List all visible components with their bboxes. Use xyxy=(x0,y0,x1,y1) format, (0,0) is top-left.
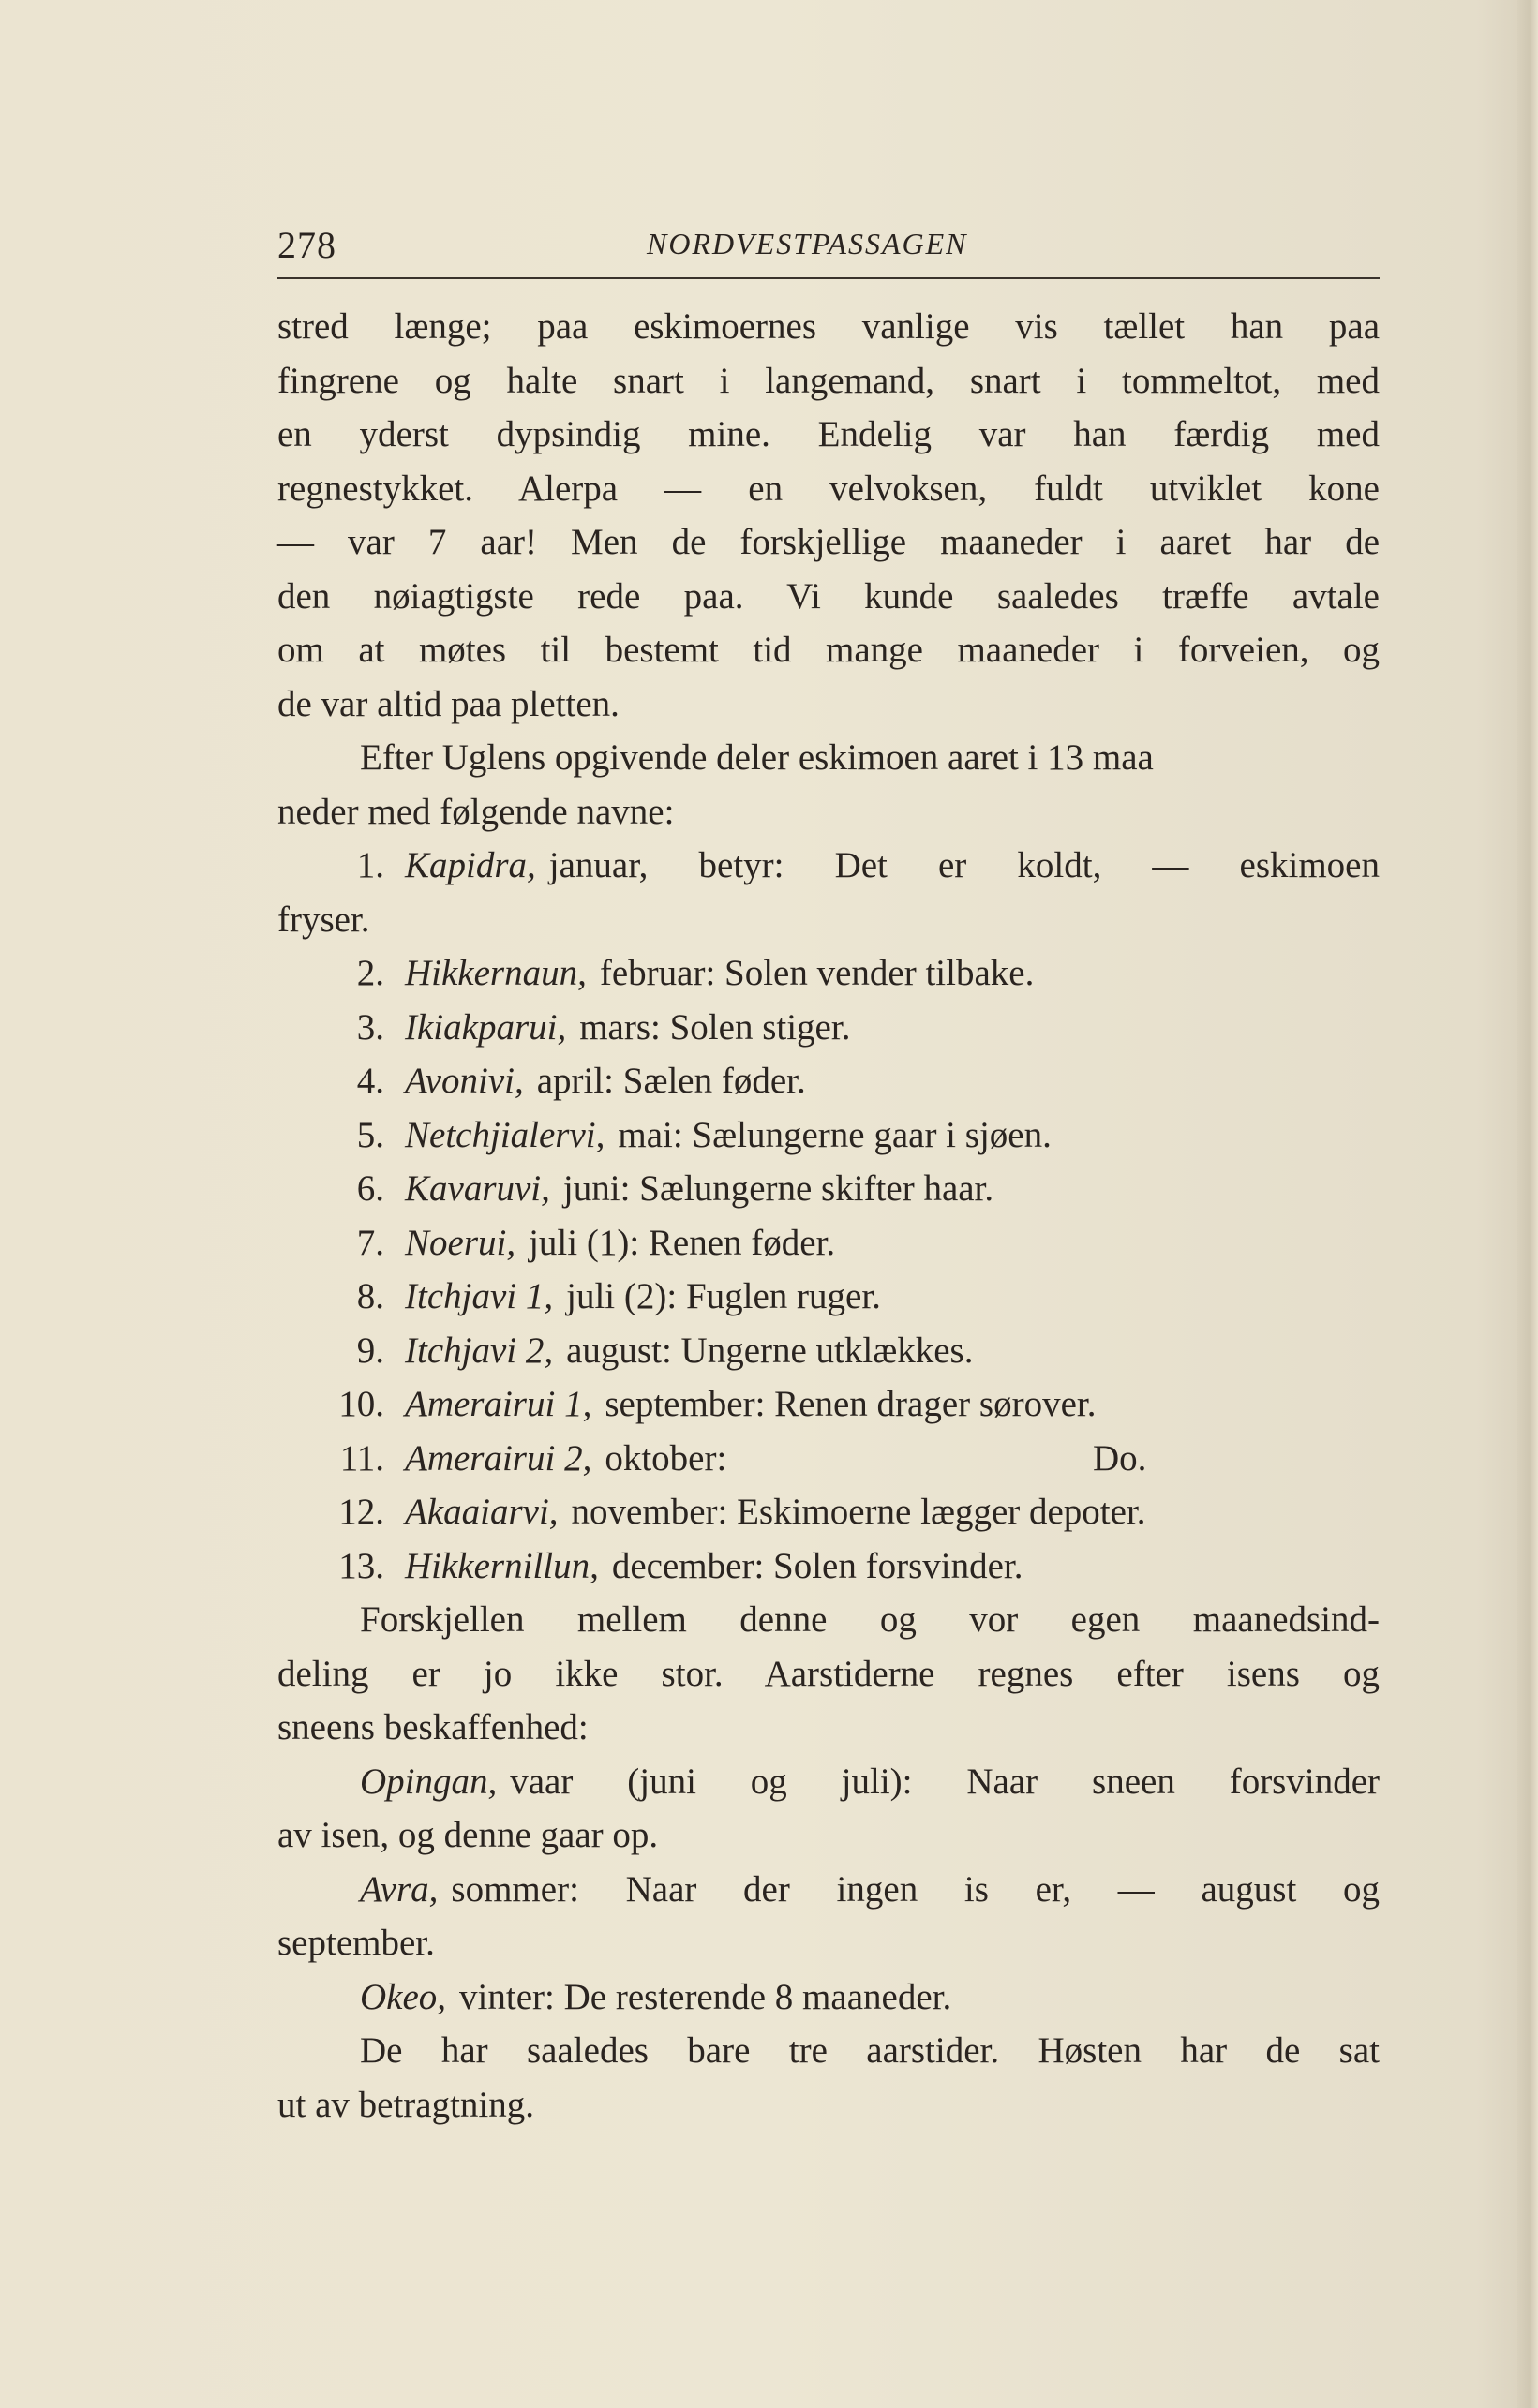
month-name: Akaaiarvi, xyxy=(405,1492,559,1532)
season-name: Avra, xyxy=(360,1868,439,1910)
text-line: De har saaledes bare tre aarstider. Høsten har de sat xyxy=(360,2030,1380,2071)
season-item xyxy=(277,1755,1380,1809)
month-description: mars: Solen stiger. xyxy=(579,1006,851,1048)
text-line: de var altid paa pletten. xyxy=(277,683,620,724)
season-description: vinter: De resterende 8 maaneder. xyxy=(459,1976,952,2017)
month-number: 6. xyxy=(356,1168,384,1209)
month-number: 10. xyxy=(338,1384,384,1424)
month-name: Noerui, xyxy=(405,1222,516,1263)
month-description: juli (1): Renen føder. xyxy=(529,1222,836,1263)
month-number: 7. xyxy=(356,1222,384,1263)
month-description: januar, betyr: Det er koldt, — eskimoen xyxy=(548,845,1380,885)
month-number: 5. xyxy=(356,1114,384,1155)
season-description: sommer: Naar der ingen is er, — august og xyxy=(451,1868,1380,1910)
season-item xyxy=(277,1970,1380,2025)
text-line: ut av betragtning. xyxy=(277,2084,535,2125)
month-item xyxy=(277,1054,1380,1108)
text-line: september. xyxy=(277,1923,435,1963)
season-item xyxy=(277,1863,1380,1917)
month-description: november: Eskimoerne lægger depoter. xyxy=(571,1492,1146,1532)
month-description: mai: Sælungerne gaar i sjøen. xyxy=(618,1114,1052,1155)
paragraph-1 xyxy=(277,300,1380,731)
body-text xyxy=(277,300,1380,2132)
text-line: om at møtes til bestemt tid mange maaneder i forveien, og xyxy=(277,630,1380,670)
text-line: stred længe; paa eskimoernes vanlige vis tællet han paa xyxy=(277,306,1380,347)
month-name: Avonivi, xyxy=(405,1061,524,1101)
month-number: 4. xyxy=(356,1061,384,1101)
paragraph-2 xyxy=(277,731,1380,839)
month-number: 9. xyxy=(356,1330,384,1371)
text-line: deling er jo ikke stor. Aarstiderne regnes efter isens og xyxy=(277,1653,1380,1694)
month-item xyxy=(277,1432,1380,1486)
month-description: april: Sælen føder. xyxy=(536,1061,806,1101)
month-number: 3. xyxy=(356,1006,384,1048)
text-line: av isen, og denne gaar op. xyxy=(277,1815,659,1855)
text-line: regnestykket. Alerpa — en velvoksen, fuldt utviklet kone xyxy=(277,468,1380,509)
month-name: Amerairui 1, xyxy=(405,1384,592,1424)
month-name: Itchjavi 1, xyxy=(405,1276,554,1316)
month-number: 13. xyxy=(338,1545,384,1586)
month-number: 11. xyxy=(339,1437,384,1479)
month-name: Hikkernillun, xyxy=(405,1545,599,1586)
text-line: Forskjellen mellem denne og vor egen maanedsind- xyxy=(360,1599,1380,1640)
month-item xyxy=(277,1108,1380,1163)
page-number: 278 xyxy=(277,224,336,266)
month-item xyxy=(277,1377,1380,1432)
month-description: februar: Solen vender tilbake. xyxy=(599,953,1035,993)
month-item xyxy=(277,1216,1380,1271)
page-edge-shadow xyxy=(1517,0,1538,2408)
month-item xyxy=(277,1270,1380,1324)
month-name: Itchjavi 2, xyxy=(405,1330,554,1371)
text-line: fryser. xyxy=(277,899,370,940)
season-name: Opingan, xyxy=(360,1761,498,1802)
month-name: Hikkernaun, xyxy=(405,953,587,993)
month-number: 12. xyxy=(338,1492,384,1532)
paragraph-3 xyxy=(277,1593,1380,1755)
month-name: Kapidra, xyxy=(405,845,536,885)
month-item xyxy=(277,946,1380,1001)
ditto-mark: Do. xyxy=(1093,1437,1147,1479)
month-number: 1. xyxy=(356,845,384,885)
month-description: september: Renen drager sørover. xyxy=(605,1384,1097,1424)
month-name: Ikiakparui, xyxy=(405,1006,567,1048)
page-header xyxy=(277,221,1380,279)
month-item xyxy=(277,839,1380,893)
paragraph-4 xyxy=(277,2024,1380,2132)
month-item xyxy=(277,1324,1380,1378)
month-number: 8. xyxy=(356,1276,384,1316)
month-description: august: Ungerne utklækkes. xyxy=(566,1330,974,1371)
text-line: en yderst dypsindig mine. Endelig var han færdig med xyxy=(277,414,1380,454)
month-item xyxy=(277,1539,1380,1594)
month-description: oktober: xyxy=(605,1437,727,1479)
month-list xyxy=(277,839,1380,1593)
running-title: NORDVESTPASSAGEN xyxy=(647,227,968,260)
text-line: den nøiagtigste rede paa. Vi kunde saaledes træffe avtale xyxy=(277,575,1380,617)
month-item xyxy=(277,1001,1380,1055)
text-line: — var 7 aar! Men de forskjellige maaneder i aaret har de xyxy=(277,522,1380,562)
text-line: fingrene og halte snart i langemand, snart i tommeltot, med xyxy=(277,360,1380,401)
month-name: Amerairui 2, xyxy=(405,1437,592,1479)
season-name: Okeo, xyxy=(360,1976,447,2017)
season-description: vaar (juni og juli): Naar sneen forsvinder xyxy=(510,1761,1380,1802)
text-line: neder med følgende navne: xyxy=(277,791,675,832)
month-description: juni: Sælungerne skifter haar. xyxy=(562,1168,994,1209)
month-item xyxy=(277,1162,1380,1216)
month-description: december: Solen forsvinder. xyxy=(611,1545,1023,1586)
month-name: Netchjialervi, xyxy=(405,1114,605,1155)
month-name: Kavaruvi, xyxy=(405,1168,550,1209)
month-number: 2. xyxy=(356,953,384,993)
season-list xyxy=(277,1755,1380,2025)
month-item xyxy=(277,1485,1380,1539)
text-line: sneens beskaffenhed: xyxy=(277,1707,589,1747)
text-line: Efter Uglens opgivende deler eskimoen aaret i 13 maa xyxy=(360,737,1154,778)
month-description: juli (2): Fuglen ruger. xyxy=(566,1276,881,1316)
